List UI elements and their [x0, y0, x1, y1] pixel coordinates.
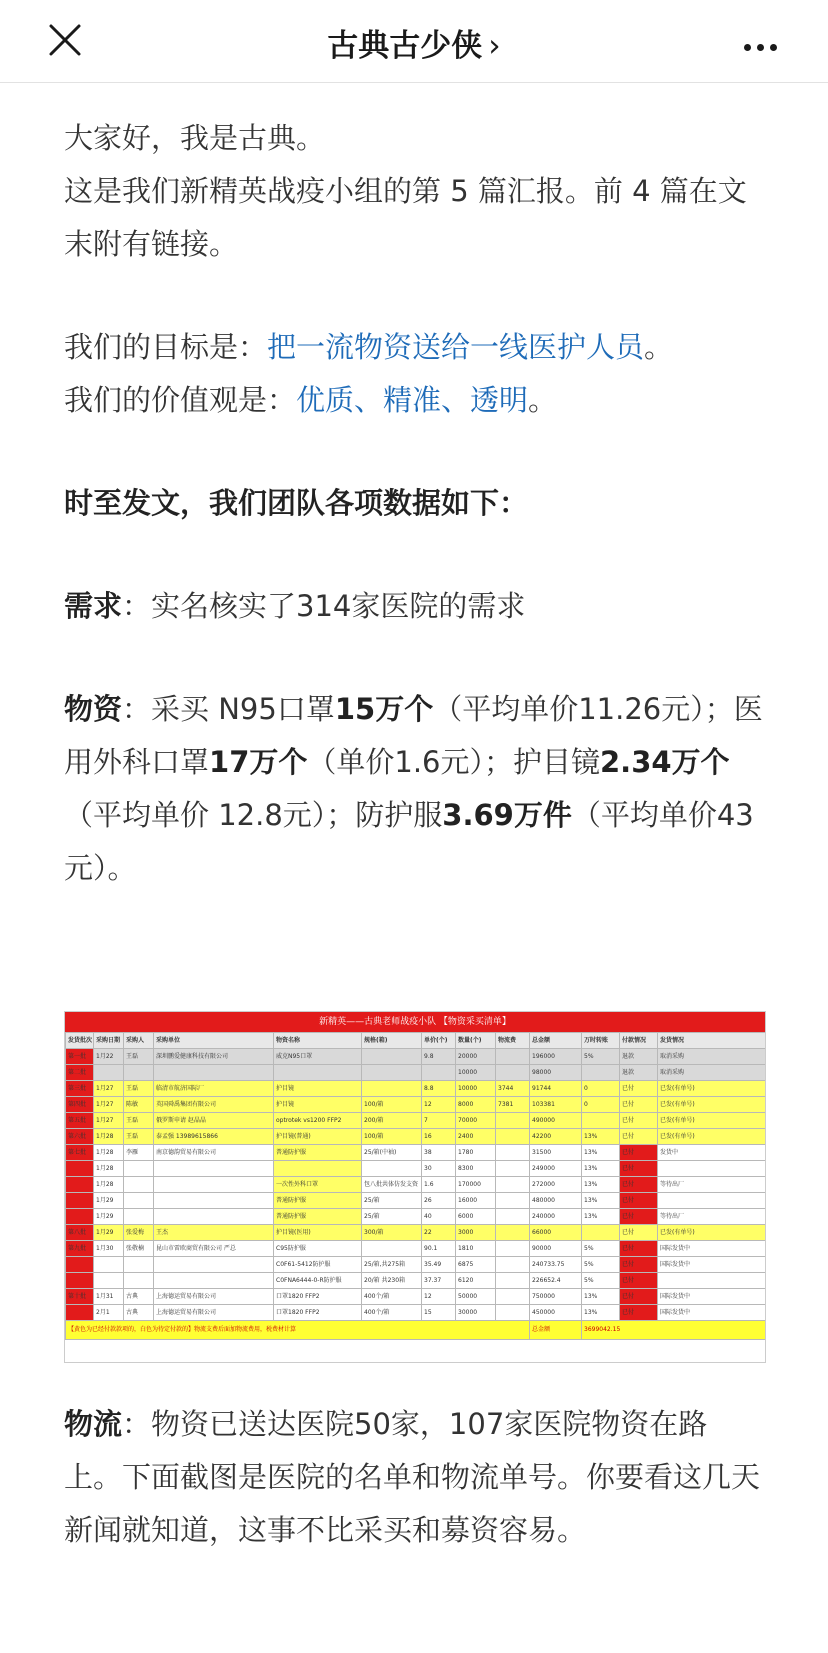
- table-cell: 护目镜(医用): [274, 1225, 362, 1241]
- table-cell: [496, 1241, 530, 1257]
- table-cell: 300/箱: [362, 1225, 422, 1241]
- table-cell: 第七批: [66, 1145, 94, 1161]
- table-cell: [496, 1161, 530, 1177]
- table-cell: [124, 1161, 154, 1177]
- paragraph-demand: [64, 580, 764, 633]
- table-cell: 226652.4: [530, 1273, 582, 1289]
- table-cell: 0: [582, 1097, 620, 1113]
- table-cell: 13%: [582, 1289, 620, 1305]
- table-cell: [154, 1193, 274, 1209]
- table-cell: 已付: [620, 1257, 658, 1273]
- table-cell: 发货情况: [658, 1033, 766, 1049]
- table-cell: 已发(有单号): [658, 1097, 766, 1113]
- table-cell: 8000: [456, 1097, 496, 1113]
- table-cell: 15: [422, 1305, 456, 1321]
- table-cell: 已付: [620, 1193, 658, 1209]
- table-cell: [154, 1257, 274, 1273]
- table-cell: [496, 1177, 530, 1193]
- table-cell: 古典: [124, 1289, 154, 1305]
- table-cell: 90000: [530, 1241, 582, 1257]
- goal-end: 。: [644, 330, 674, 364]
- table-cell: 发货中: [658, 1145, 766, 1161]
- table-cell: 泰孟强 13989615866: [154, 1129, 274, 1145]
- table-cell: 1月29: [94, 1209, 124, 1225]
- table-cell: [496, 1305, 530, 1321]
- table-cell: [362, 1065, 422, 1081]
- table-cell: 第二批: [66, 1065, 94, 1081]
- table-cell: 98000: [530, 1065, 582, 1081]
- table-cell: 13%: [582, 1161, 620, 1177]
- table-cell: 31500: [530, 1145, 582, 1161]
- table-cell: C95防护服: [274, 1241, 362, 1257]
- table-cell: 王磊: [124, 1129, 154, 1145]
- table-cell: [496, 1049, 530, 1065]
- table-cell: 1月29: [94, 1225, 124, 1241]
- table-cell: 退款: [620, 1049, 658, 1065]
- table-cell: 等待出厂: [658, 1209, 766, 1225]
- table-cell: 发货批次: [66, 1033, 94, 1049]
- values-highlight: 优质、精准、透明: [296, 383, 529, 417]
- table-cell: 13%: [582, 1177, 620, 1193]
- table-cell: [124, 1065, 154, 1081]
- values-label: 我们的价值观是：: [64, 383, 297, 417]
- table-cell: 400个/箱: [362, 1289, 422, 1305]
- table-cell: [496, 1273, 530, 1289]
- table-cell: 30000: [456, 1305, 496, 1321]
- table-row: [66, 1081, 766, 1097]
- table-cell: 南京德韵贸易有限公司: [154, 1145, 274, 1161]
- table-cell: [496, 1193, 530, 1209]
- logistics-text: ：物资已送达医院50家，107家医院物资在路上。下面截图是医院的名单和物流单号。你要看这几天新闻就知道，这事不比采买和募资容易。: [64, 1407, 761, 1547]
- table-row: [66, 1305, 766, 1321]
- table-cell: 1月27: [94, 1097, 124, 1113]
- table-cell: 5%: [582, 1273, 620, 1289]
- table-cell: 已发(有单号): [658, 1081, 766, 1097]
- table-row: [66, 1161, 766, 1177]
- supply-text-2: （平均单价11.26元）；医用外科口罩: [64, 692, 763, 779]
- table-row: [66, 1177, 766, 1193]
- table-cell: [362, 1049, 422, 1065]
- table-cell: optrotek vs1200 FFP2: [274, 1113, 362, 1129]
- table-cell: 1月28: [94, 1145, 124, 1161]
- table-cell: 1月31: [94, 1289, 124, 1305]
- table-cell: 20000: [456, 1049, 496, 1065]
- table-cell: 1月22: [94, 1049, 124, 1065]
- paragraph-goal: [64, 321, 764, 374]
- table-cell: 13%: [582, 1209, 620, 1225]
- table-cell: [154, 1065, 274, 1081]
- table-cell: 20/箱 共230箱: [362, 1273, 422, 1289]
- paragraph-supply: [64, 683, 764, 895]
- logistics-label: 物流: [64, 1407, 123, 1441]
- demand-label: 需求: [64, 589, 123, 623]
- table-cell: 6875: [456, 1257, 496, 1273]
- table-cell: 取消采购: [658, 1049, 766, 1065]
- table-cell: 已付: [620, 1209, 658, 1225]
- table-row: [66, 1193, 766, 1209]
- table-cell: 李雁: [124, 1145, 154, 1161]
- table-cell: 陈敏: [124, 1097, 154, 1113]
- table-cell: 249000: [530, 1161, 582, 1177]
- table-cell: [658, 1273, 766, 1289]
- chevron-right-icon: ›: [488, 28, 501, 64]
- table-cell: 已付: [620, 1081, 658, 1097]
- table-cell: 13%: [582, 1129, 620, 1145]
- table-cell: 第八批: [66, 1225, 94, 1241]
- table-cell: 国际发货中: [658, 1241, 766, 1257]
- table-row: [66, 1209, 766, 1225]
- table-cell: 16: [422, 1129, 456, 1145]
- table-cell: 深圳鹏爱健康科技有限公司: [154, 1049, 274, 1065]
- table-cell: [94, 1257, 124, 1273]
- table-cell: 第五批: [66, 1113, 94, 1129]
- values-end: 。: [528, 383, 558, 417]
- table-cell: 13%: [582, 1145, 620, 1161]
- table-cell: 已付: [620, 1225, 658, 1241]
- table-cell: 古典: [124, 1305, 154, 1321]
- table-cell: 等待出厂: [658, 1177, 766, 1193]
- paragraph-logistics: [64, 1398, 764, 1557]
- supply-suits-count: 3.69万件: [442, 798, 572, 832]
- table-cell: 已付: [620, 1113, 658, 1129]
- table-cell: 王磊: [124, 1113, 154, 1129]
- table-cell: 50000: [456, 1289, 496, 1305]
- table-cell: 付款情况: [620, 1033, 658, 1049]
- table-row: [66, 1049, 766, 1065]
- table-row: [66, 1289, 766, 1305]
- table-cell: 采购日期: [94, 1033, 124, 1049]
- paragraph-values: [64, 374, 764, 427]
- table-cell: [124, 1273, 154, 1289]
- table-cell: 俄罗斯申请 赵晶晶: [154, 1113, 274, 1129]
- paragraph-intro: 这是我们新精英战疫小组的第 5 篇汇报。前 4 篇在文末附有链接。: [64, 174, 747, 261]
- table-row: [66, 1129, 766, 1145]
- table-cell: [66, 1177, 94, 1193]
- table-cell: [66, 1257, 94, 1273]
- table-cell: [66, 1273, 94, 1289]
- table-cell: 国际发货中: [658, 1289, 766, 1305]
- table-cell: 采购单位: [154, 1033, 274, 1049]
- table-cell: 22: [422, 1225, 456, 1241]
- table-cell: 已付: [620, 1145, 658, 1161]
- table-cell: C0FNA6444-0-R防护服: [274, 1273, 362, 1289]
- table-cell: 240000: [530, 1209, 582, 1225]
- table-cell: 普通防护服: [274, 1209, 362, 1225]
- table-cell: 490000: [530, 1113, 582, 1129]
- table-row: [66, 1145, 766, 1161]
- table-cell: 200/箱: [362, 1113, 422, 1129]
- table-cell: 英国舜禹集团有限公司: [154, 1097, 274, 1113]
- table-row: [66, 1257, 766, 1273]
- table-cell: 8.8: [422, 1081, 456, 1097]
- table-cell: [582, 1065, 620, 1081]
- table-cell: [496, 1129, 530, 1145]
- table-cell: 35.49: [422, 1257, 456, 1273]
- table-cell: 规格(箱): [362, 1033, 422, 1049]
- table-cell: 90.1: [422, 1241, 456, 1257]
- table-cell: 第六批: [66, 1129, 94, 1145]
- table-cell: 已付: [620, 1241, 658, 1257]
- table-cell: 3000: [456, 1225, 496, 1241]
- table-cell: 196000: [530, 1049, 582, 1065]
- table-cell: 威克N95口罩: [274, 1049, 362, 1065]
- table-cell: [274, 1065, 362, 1081]
- table-cell: 已付: [620, 1177, 658, 1193]
- table-cell: [496, 1289, 530, 1305]
- supply-text-3: （单价1.6元）；护目镜: [307, 745, 600, 779]
- table-footer-row: [66, 1321, 766, 1340]
- table-cell: 王杰: [154, 1225, 274, 1241]
- table-cell: 10000: [456, 1081, 496, 1097]
- table-cell: 3744: [496, 1081, 530, 1097]
- table-cell: 450000: [530, 1305, 582, 1321]
- table-cell: 2400: [456, 1129, 496, 1145]
- table-cell: 护目镜: [274, 1097, 362, 1113]
- table-cell: 25/箱: [362, 1193, 422, 1209]
- sheet-title: 新精英——古典老师战疫小队 【物资采买清单】: [65, 1012, 765, 1032]
- table-cell: 25/箱: [362, 1209, 422, 1225]
- table-cell: 91744: [530, 1081, 582, 1097]
- table-cell: 物资名称: [274, 1033, 362, 1049]
- table-cell: 42200: [530, 1129, 582, 1145]
- table-cell: 采购人: [124, 1033, 154, 1049]
- table-cell: 临清市航济国际厂: [154, 1081, 274, 1097]
- table-cell: [496, 1257, 530, 1273]
- table-cell: 1.6: [422, 1177, 456, 1193]
- table-cell: 103381: [530, 1097, 582, 1113]
- table-cell: [496, 1113, 530, 1129]
- account-name[interactable]: 古典古少侠: [327, 28, 483, 64]
- table-cell: [94, 1273, 124, 1289]
- table-cell: 10000: [456, 1065, 496, 1081]
- table-cell: 已发(有单号): [658, 1113, 766, 1129]
- supply-text-1: ：采买 N95口罩: [122, 692, 335, 726]
- table-cell: [362, 1241, 422, 1257]
- supply-label: 物资: [64, 692, 123, 726]
- table-cell: 1月30: [94, 1241, 124, 1257]
- table-cell: 王磊: [124, 1049, 154, 1065]
- article-body-logistics: [64, 1398, 764, 1557]
- table-cell: 7: [422, 1113, 456, 1129]
- table-cell: 口罩1820 FFP2: [274, 1305, 362, 1321]
- table-cell: [124, 1193, 154, 1209]
- table-cell: 70000: [456, 1113, 496, 1129]
- table-cell: 1月29: [94, 1193, 124, 1209]
- table-cell: 1月27: [94, 1081, 124, 1097]
- table-cell: 1780: [456, 1145, 496, 1161]
- more-icon[interactable]: [744, 36, 784, 48]
- table-cell: 7381: [496, 1097, 530, 1113]
- table-cell: [154, 1177, 274, 1193]
- top-nav-bar: [0, 0, 828, 83]
- table-cell: 第三批: [66, 1081, 94, 1097]
- table-cell: [154, 1161, 274, 1177]
- table-cell: 13%: [582, 1193, 620, 1209]
- table-cell: 口罩1820 FFP2: [274, 1289, 362, 1305]
- footer-note: 【黄色为已经付款款项的，白色为待定付款的】物流支费后面加物流费用，税费材计算: [66, 1321, 530, 1340]
- paragraph-greeting: 大家好，我是古典。: [64, 121, 326, 155]
- table-cell: 272000: [530, 1177, 582, 1193]
- table-cell: 38: [422, 1145, 456, 1161]
- table-cell: 第九批: [66, 1241, 94, 1257]
- table-cell: 26: [422, 1193, 456, 1209]
- table-cell: [422, 1065, 456, 1081]
- footer-total-value: 3699042.15: [582, 1321, 766, 1340]
- table-cell: 已付: [620, 1097, 658, 1113]
- table-cell: [496, 1225, 530, 1241]
- table-cell: 昆山市雷欧商贸有限公司 严总: [154, 1241, 274, 1257]
- table-cell: [362, 1161, 422, 1177]
- table-cell: 国际发货中: [658, 1257, 766, 1273]
- purchase-table: [65, 1032, 766, 1340]
- table-cell: 6120: [456, 1273, 496, 1289]
- table-cell: [274, 1161, 362, 1177]
- table-cell: 普通防护服: [274, 1193, 362, 1209]
- supply-surgical-count: 17万个: [209, 745, 308, 779]
- table-cell: 750000: [530, 1289, 582, 1305]
- supply-n95-count: 15万个: [334, 692, 434, 726]
- supply-text-5: （平均单价43元）。: [64, 798, 754, 885]
- table-cell: 8300: [456, 1161, 496, 1177]
- table-cell: 5%: [582, 1241, 620, 1257]
- table-cell: 240733.75: [530, 1257, 582, 1273]
- table-cell: 5%: [582, 1257, 620, 1273]
- table-cell: 37.37: [422, 1273, 456, 1289]
- table-cell: 国际发货中: [658, 1305, 766, 1321]
- table-cell: 上海德运贸易有限公司: [154, 1305, 274, 1321]
- table-cell: 16000: [456, 1193, 496, 1209]
- table-cell: 王磊: [124, 1081, 154, 1097]
- table-cell: 12: [422, 1289, 456, 1305]
- table-cell: 0: [582, 1081, 620, 1097]
- table-cell: 1月28: [94, 1161, 124, 1177]
- table-cell: 万时转账: [582, 1033, 620, 1049]
- table-cell: 第一批: [66, 1049, 94, 1065]
- table-cell: 张敬楠: [124, 1241, 154, 1257]
- table-cell: 已付: [620, 1161, 658, 1177]
- table-cell: 13%: [582, 1305, 620, 1321]
- supply-goggles-count: 2.34万个: [600, 745, 730, 779]
- supply-text-4: （平均单价 12.8元）；防护服: [64, 798, 443, 832]
- table-cell: 单价(个): [422, 1033, 456, 1049]
- table-cell: 100/箱: [362, 1097, 422, 1113]
- table-cell: 上海德运贸易有限公司: [154, 1289, 274, 1305]
- table-cell: 1810: [456, 1241, 496, 1257]
- table-cell: [154, 1273, 274, 1289]
- table-cell: 已付: [620, 1129, 658, 1145]
- table-cell: 已付: [620, 1273, 658, 1289]
- table-cell: 包八批共体仿发支资: [362, 1177, 422, 1193]
- table-row: [66, 1241, 766, 1257]
- table-cell: [124, 1209, 154, 1225]
- table-cell: 张爱梅: [124, 1225, 154, 1241]
- table-cell: [658, 1161, 766, 1177]
- account-title[interactable]: [0, 20, 828, 65]
- table-cell: [582, 1113, 620, 1129]
- table-cell: 400个/箱: [362, 1305, 422, 1321]
- table-cell: 30: [422, 1161, 456, 1177]
- table-row: [66, 1097, 766, 1113]
- table-cell: 1月28: [94, 1177, 124, 1193]
- table-cell: 一次性外科口罩: [274, 1177, 362, 1193]
- table-cell: [66, 1161, 94, 1177]
- table-cell: 普通防护服: [274, 1145, 362, 1161]
- purchase-list-image[interactable]: [64, 1011, 766, 1363]
- table-cell: [496, 1209, 530, 1225]
- table-cell: 已付: [620, 1305, 658, 1321]
- table-cell: [362, 1081, 422, 1097]
- table-cell: [496, 1145, 530, 1161]
- table-cell: [496, 1065, 530, 1081]
- table-cell: 总金额: [530, 1033, 582, 1049]
- paragraph-data-intro: 时至发文，我们团队各项数据如下：: [64, 486, 529, 520]
- table-cell: [94, 1065, 124, 1081]
- table-cell: 已付: [620, 1289, 658, 1305]
- table-cell: 5%: [582, 1049, 620, 1065]
- table-cell: [124, 1257, 154, 1273]
- table-cell: 480000: [530, 1193, 582, 1209]
- table-cell: 第四批: [66, 1097, 94, 1113]
- table-cell: 退款: [620, 1065, 658, 1081]
- table-cell: [582, 1225, 620, 1241]
- goal-label: 我们的目标是：: [64, 330, 268, 364]
- table-cell: 护目镜(普通): [274, 1129, 362, 1145]
- table-cell: [658, 1193, 766, 1209]
- table-cell: 第十批: [66, 1289, 94, 1305]
- table-cell: 2月1: [94, 1305, 124, 1321]
- table-cell: 数量(个): [456, 1033, 496, 1049]
- table-cell: 已发(有单号): [658, 1129, 766, 1145]
- table-cell: 已发(有单号): [658, 1225, 766, 1241]
- table-cell: [66, 1305, 94, 1321]
- table-cell: 物流费: [496, 1033, 530, 1049]
- table-cell: 66000: [530, 1225, 582, 1241]
- table-cell: [124, 1177, 154, 1193]
- table-cell: 取消采购: [658, 1065, 766, 1081]
- table-cell: 40: [422, 1209, 456, 1225]
- table-cell: 护目镜: [274, 1081, 362, 1097]
- table-cell: [66, 1209, 94, 1225]
- table-row: [66, 1065, 766, 1081]
- table-row: [66, 1273, 766, 1289]
- table-cell: 9.8: [422, 1049, 456, 1065]
- table-cell: [66, 1193, 94, 1209]
- table-cell: 170000: [456, 1177, 496, 1193]
- table-header-row: [66, 1033, 766, 1049]
- goal-highlight: 把一流物资送给一线医护人员: [267, 330, 645, 364]
- table-row: [66, 1113, 766, 1129]
- article-body: [64, 112, 764, 895]
- table-cell: 1月27: [94, 1113, 124, 1129]
- table-row: [66, 1225, 766, 1241]
- demand-text: ：实名核实了314家医院的需求: [122, 589, 526, 623]
- table-cell: 1月28: [94, 1129, 124, 1145]
- table-cell: 25/箱(中袖): [362, 1145, 422, 1161]
- footer-total-label: 总金额: [530, 1321, 582, 1340]
- table-cell: 25/箱,共275箱: [362, 1257, 422, 1273]
- table-cell: C0F61-5412防护服: [274, 1257, 362, 1273]
- table-cell: [154, 1209, 274, 1225]
- table-cell: 6000: [456, 1209, 496, 1225]
- table-cell: 100/箱: [362, 1129, 422, 1145]
- table-cell: 12: [422, 1097, 456, 1113]
